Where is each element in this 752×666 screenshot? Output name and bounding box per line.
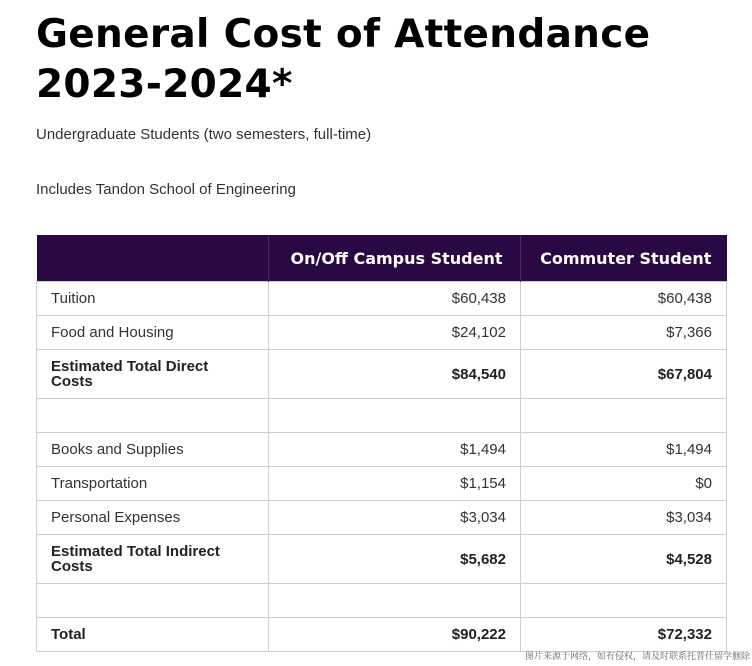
table-row-personal-expenses <box>37 501 727 535</box>
commuter-value <box>521 584 727 618</box>
page-title-line-2: 2023-2024* <box>36 62 293 107</box>
page-note: Includes Tandon School of Engineering <box>36 181 296 198</box>
table-row-spacer <box>37 584 727 618</box>
campus-value: $5,682 <box>269 535 521 584</box>
commuter-value: $4,528 <box>521 535 727 584</box>
row-label: Estimated Total Indirect Costs <box>37 535 269 584</box>
row-label: Personal Expenses <box>37 501 269 535</box>
page-subtitle: Undergraduate Students (two semesters, full-time) <box>36 126 372 143</box>
table-row-tuition <box>37 282 727 316</box>
page-title <box>36 10 650 110</box>
commuter-value: $72,332 <box>521 618 727 652</box>
header-on-off-campus: On/Off Campus Student <box>269 235 521 282</box>
commuter-value: $3,034 <box>521 501 727 535</box>
header-category <box>37 235 269 282</box>
table-row-total <box>37 618 727 652</box>
campus-value: $90,222 <box>269 618 521 652</box>
header-commuter: Commuter Student <box>521 235 727 282</box>
source-watermark: 图片来源于网络，如有侵权，请及时联系托普仕留学删除 <box>524 651 750 661</box>
commuter-value: $1,494 <box>521 433 727 467</box>
commuter-value: $60,438 <box>521 282 727 316</box>
table-row-transportation <box>37 467 727 501</box>
table-row-spacer <box>37 399 727 433</box>
commuter-value <box>521 399 727 433</box>
row-label: Tuition <box>37 282 269 316</box>
campus-value: $1,494 <box>269 433 521 467</box>
campus-value: $3,034 <box>269 501 521 535</box>
campus-value: $84,540 <box>269 350 521 399</box>
row-label <box>37 584 269 618</box>
commuter-value: $67,804 <box>521 350 727 399</box>
campus-value <box>269 584 521 618</box>
commuter-value: $7,366 <box>521 316 727 350</box>
row-label: Total <box>37 618 269 652</box>
row-label: Food and Housing <box>37 316 269 350</box>
row-label: Estimated Total Direct Costs <box>37 350 269 399</box>
campus-value <box>269 399 521 433</box>
campus-value: $60,438 <box>269 282 521 316</box>
page-title-line-1: General Cost of Attendance <box>36 12 651 57</box>
row-label <box>37 399 269 433</box>
campus-value: $1,154 <box>269 467 521 501</box>
table-row-books-supplies <box>37 433 727 467</box>
row-label: Transportation <box>37 467 269 501</box>
table-row-food-housing <box>37 316 727 350</box>
table-row-total-direct <box>37 350 727 399</box>
row-label: Books and Supplies <box>37 433 269 467</box>
table-row-total-indirect <box>37 535 727 584</box>
cost-of-attendance-table <box>36 235 727 652</box>
table-header-row <box>37 235 727 282</box>
commuter-value: $0 <box>521 467 727 501</box>
campus-value: $24,102 <box>269 316 521 350</box>
